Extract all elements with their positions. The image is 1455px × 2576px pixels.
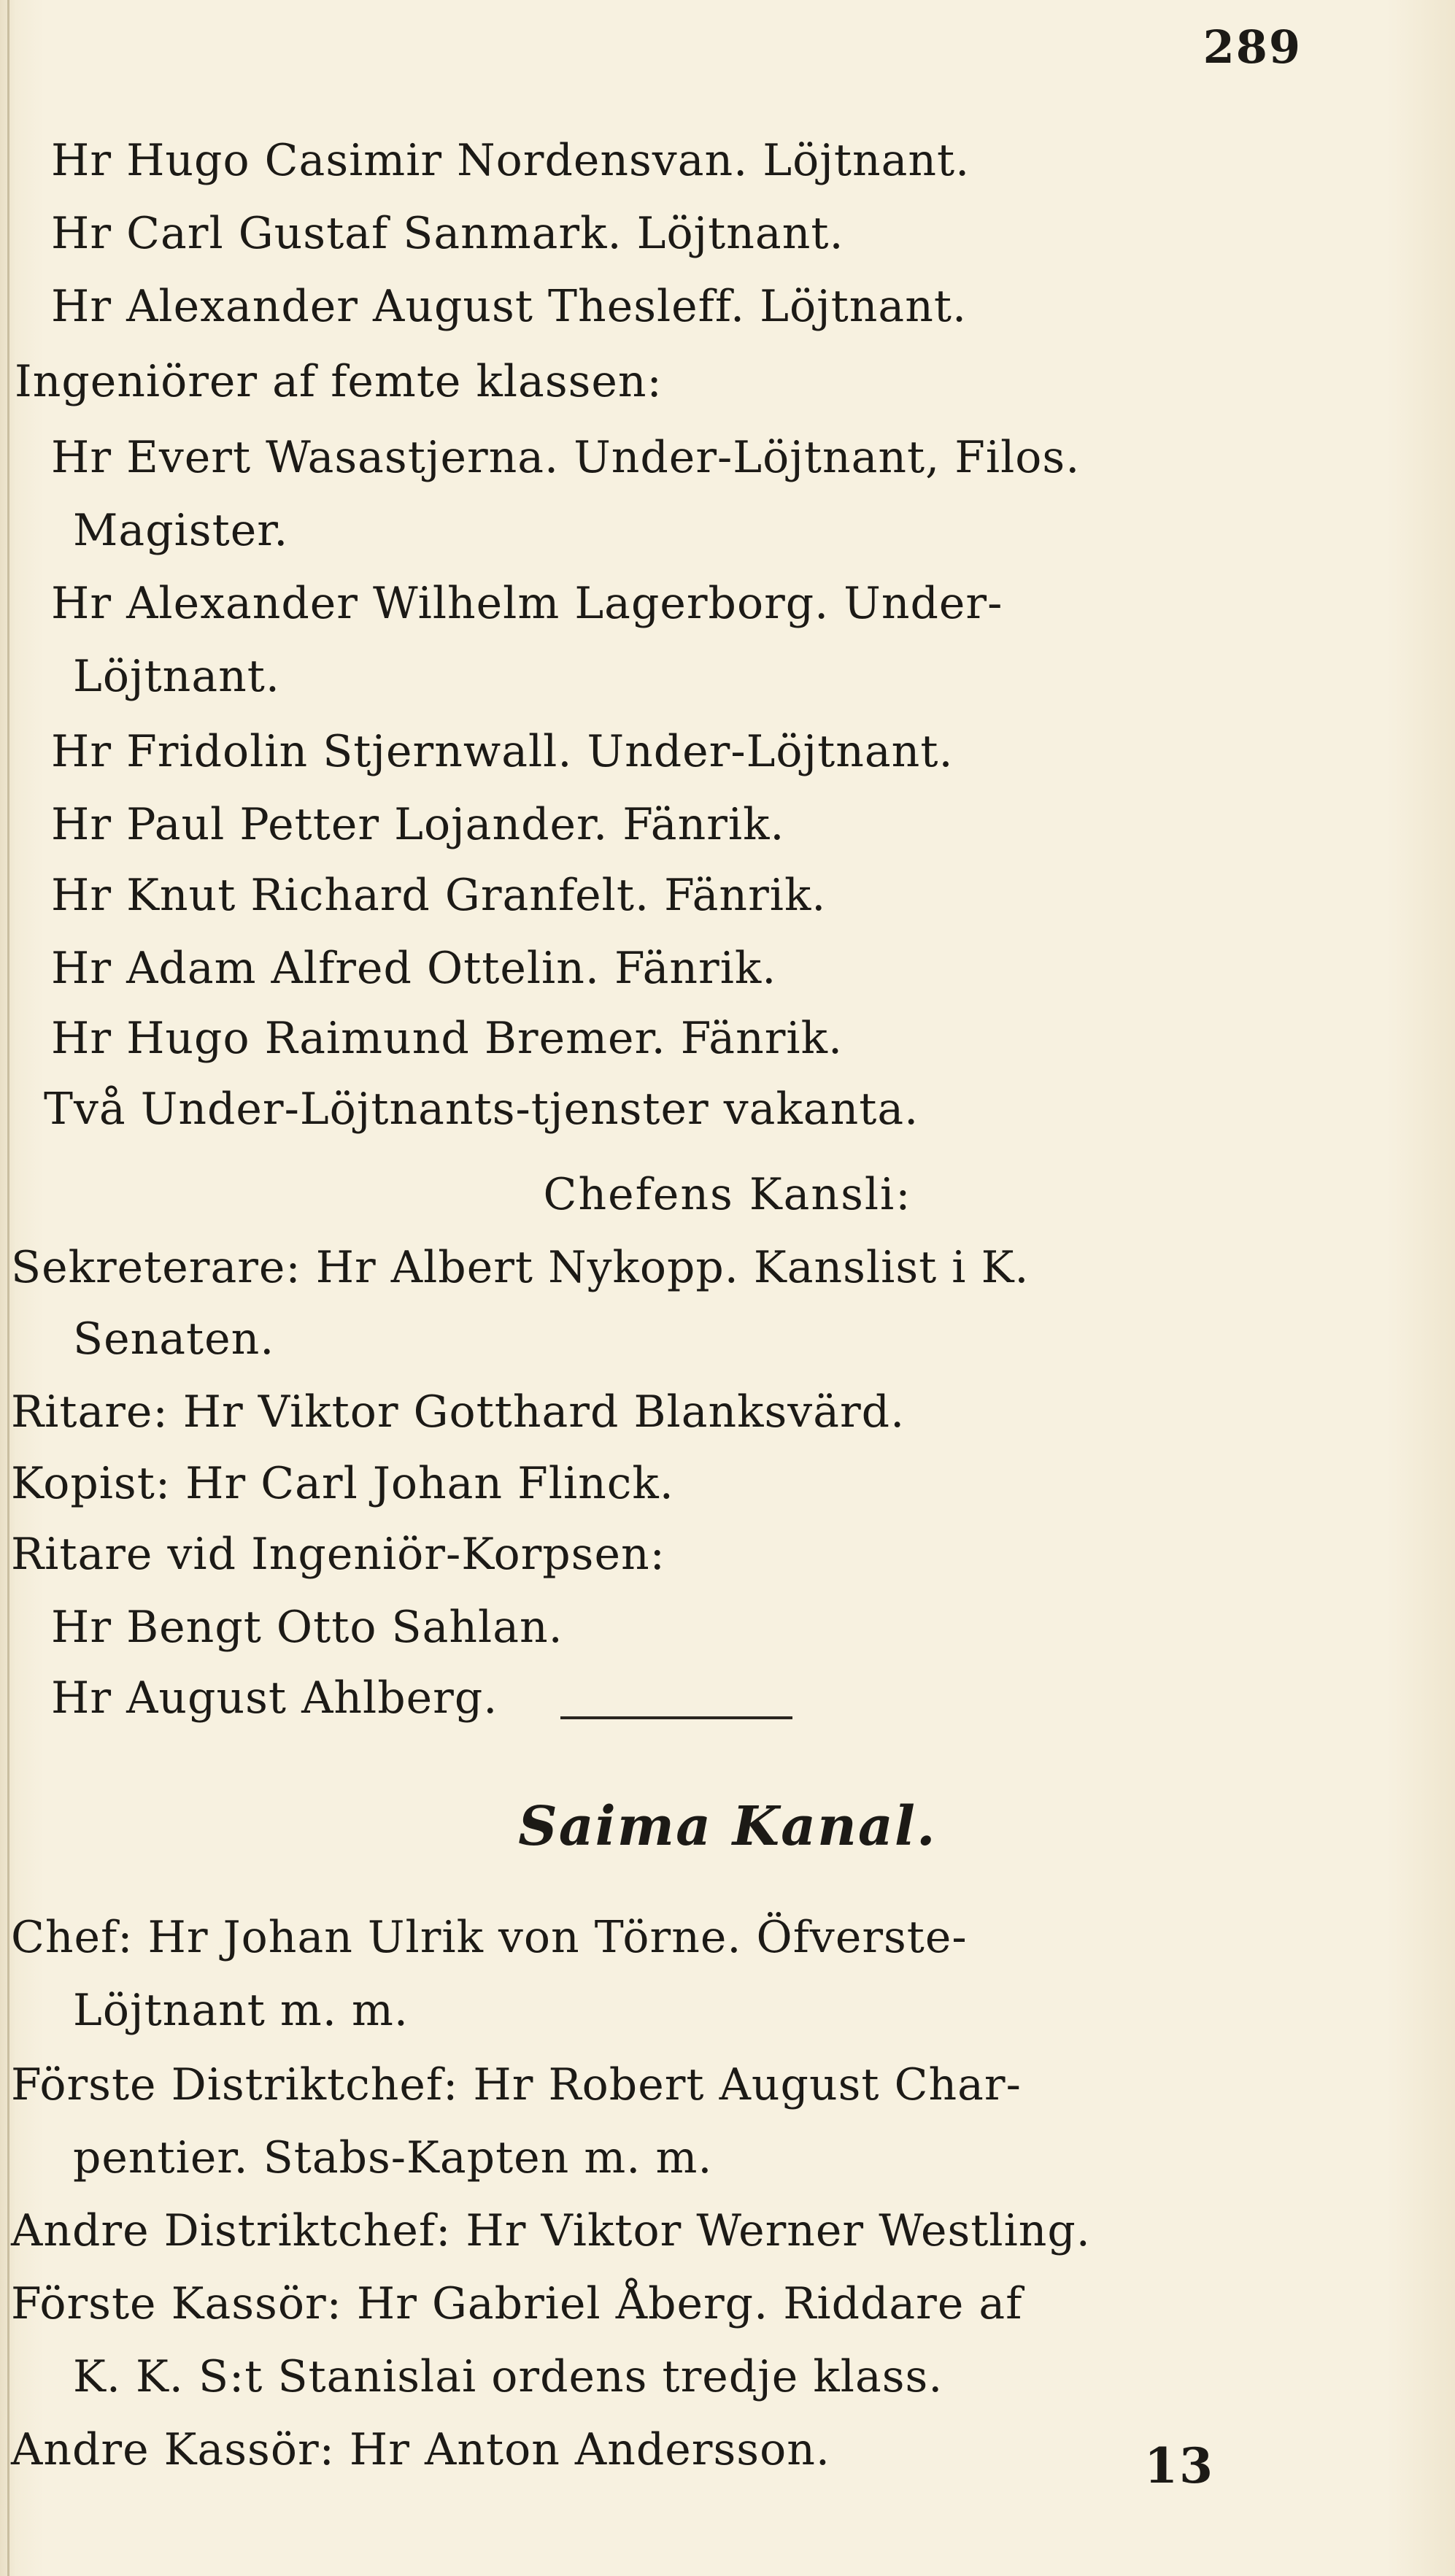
text-line: Hr Hugo Raimund Bremer. Fänrik. bbox=[51, 1013, 844, 1064]
text-line: Förste Kassör: Hr Gabriel Åberg. Riddare af bbox=[11, 2278, 1023, 2329]
text-line: Hr Alexander Wilhelm Lagerborg. Under- bbox=[51, 578, 1003, 629]
text-line: Ritare vid Ingeniör-Korpsen: bbox=[11, 1529, 665, 1580]
text-line: Chef: Hr Johan Ulrik von Törne. Öfverste- bbox=[11, 1912, 968, 1963]
text-line: Hr Alexander August Thesleff. Löjtnant. bbox=[51, 281, 968, 332]
text-line: Ritare: Hr Viktor Gotthard Blanksvärd. bbox=[11, 1387, 906, 1438]
section-title-saima-kanal: Saima Kanal. bbox=[518, 1795, 937, 1858]
text-line: Löjtnant. bbox=[73, 651, 280, 702]
text-line: Hr Bengt Otto Sahlan. bbox=[51, 1602, 563, 1653]
text-line: Löjtnant m. m. bbox=[73, 1985, 409, 2036]
text-line: Kopist: Hr Carl Johan Flinck. bbox=[11, 1458, 674, 1509]
text-line: Förste Distriktchef: Hr Robert August Char- bbox=[11, 2059, 1022, 2110]
text-line: Två Under-Löjtnants-tjenster vakanta. bbox=[44, 1084, 919, 1135]
text-line: Hr Adam Alfred Ottelin. Fänrik. bbox=[51, 943, 777, 994]
text-line: Andre Kassör: Hr Anton Andersson. bbox=[11, 2424, 830, 2475]
text-line: Hr Knut Richard Granfelt. Fänrik. bbox=[51, 870, 827, 921]
text-line: Hr August Ahlberg. bbox=[51, 1673, 498, 1724]
text-line: Hr Hugo Casimir Nordensvan. Löjtnant. bbox=[51, 135, 970, 186]
text-line: Hr Evert Wasastjerna. Under-Löjtnant, Filos. bbox=[51, 432, 1081, 483]
text-line: Ingeniörer af femte klassen: bbox=[15, 356, 663, 407]
text-line: Hr Carl Gustaf Sanmark. Löjtnant. bbox=[51, 208, 844, 259]
text-line: Sekreterare: Hr Albert Nykopp. Kanslist i K. bbox=[11, 1242, 1030, 1293]
text-line: K. K. S:t Stanislai ordens tredje klass. bbox=[73, 2351, 943, 2402]
text-line: Magister. bbox=[73, 505, 289, 556]
text-line: pentier. Stabs-Kapten m. m. bbox=[73, 2132, 713, 2183]
text-line: Hr Fridolin Stjernwall. Under-Löjtnant. bbox=[51, 726, 954, 777]
section-divider bbox=[560, 1716, 792, 1719]
text-line: Andre Distriktchef: Hr Viktor Werner Westling. bbox=[11, 2205, 1091, 2256]
signature-mark: 13 bbox=[1144, 2437, 1214, 2494]
page-edge bbox=[7, 0, 9, 2576]
text-line: Hr Paul Petter Lojander. Fänrik. bbox=[51, 799, 785, 850]
page-number: 289 bbox=[1203, 20, 1302, 74]
section-heading-kansli: Chefens Kansli: bbox=[543, 1169, 912, 1220]
text-line: Senaten. bbox=[73, 1314, 275, 1365]
